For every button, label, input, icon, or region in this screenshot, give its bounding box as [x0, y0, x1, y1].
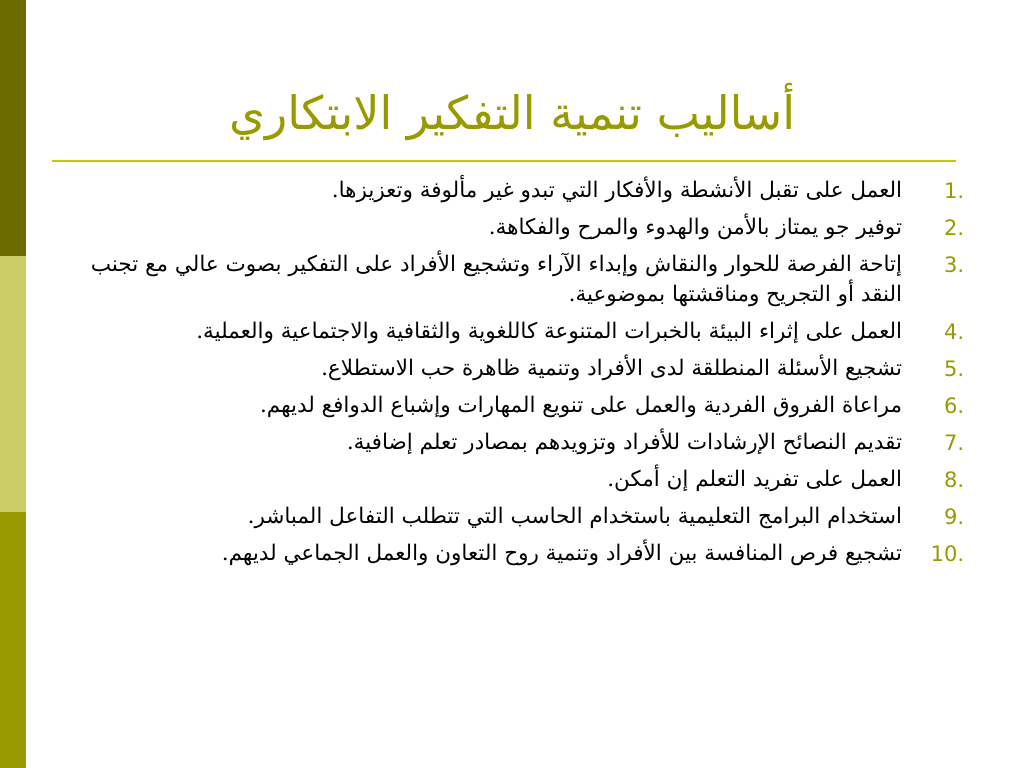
- side-bar-top: [0, 0, 26, 256]
- list-item-text: العمل على تفريد التعلم إن أمكن.: [607, 467, 902, 492]
- list-item: [62, 317, 964, 347]
- list-item-text: العمل على تقبل الأنشطة والأفكار التي تبدو غير مألوفة وتعزيزها.: [331, 178, 902, 203]
- list-item-text: إتاحة الفرصة للحوار والنقاش وإبداء الآراء وتشجيع الأفراد على التفكير بصوت عالي مع تجنب النقد أو التجريح ومناقشتها بموضوعية.: [90, 252, 902, 307]
- list-item-number: 4.: [943, 320, 964, 344]
- list-item: [62, 428, 964, 458]
- list-item: [62, 391, 964, 421]
- side-bar-bottom: [0, 512, 26, 768]
- list-item-text: توفير جو يمتاز بالأمن والهدوء والمرح والفكاهة.: [488, 215, 902, 240]
- list-item: [62, 354, 964, 384]
- list-item-number: 3.: [943, 253, 964, 277]
- slide-title: أساليب تنمية التفكير الابتكاري: [228, 86, 796, 140]
- list-item-text: مراعاة الفروق الفردية والعمل على تنويع المهارات وإشباع الدوافع لديهم.: [259, 393, 902, 418]
- list-item-text: العمل على إثراء البيئة بالخبرات المتنوعة كاللغوية والثقافية والاجتماعية والعملية.: [196, 319, 902, 344]
- numbered-list: [62, 176, 964, 576]
- list-item: [62, 502, 964, 532]
- list-item: [62, 213, 964, 243]
- list-item-text: تقديم النصائح الإرشادات للأفراد وتزويدهم بمصادر تعلم إضافية.: [346, 430, 902, 455]
- list-item-number: 2.: [943, 216, 964, 240]
- list-item-number: 5.: [943, 357, 964, 381]
- list-item: [62, 176, 964, 206]
- list-item-number: 1.: [943, 179, 964, 203]
- list-item-text: تشجيع فرص المنافسة بين الأفراد وتنمية روح التعاون والعمل الجماعي لديهم.: [221, 541, 902, 566]
- list-item-number: 7.: [943, 431, 964, 455]
- list-item-number: 10.: [930, 542, 964, 566]
- list-item: [62, 465, 964, 495]
- list-item-text: تشجيع الأسئلة المنطلقة لدى الأفراد وتنمية ظاهرة حب الاستطلاع.: [321, 356, 902, 381]
- list-item: [62, 250, 964, 310]
- list-item-number: 9.: [943, 505, 964, 529]
- title-divider: [52, 160, 956, 162]
- list-item-text: استخدام البرامج التعليمية باستخدام الحاسب التي تتطلب التفاعل المباشر.: [247, 504, 902, 529]
- side-bar-middle: [0, 256, 26, 512]
- list-item-number: 8.: [943, 468, 964, 492]
- list-item-number: 6.: [943, 394, 964, 418]
- list-item: [62, 539, 964, 569]
